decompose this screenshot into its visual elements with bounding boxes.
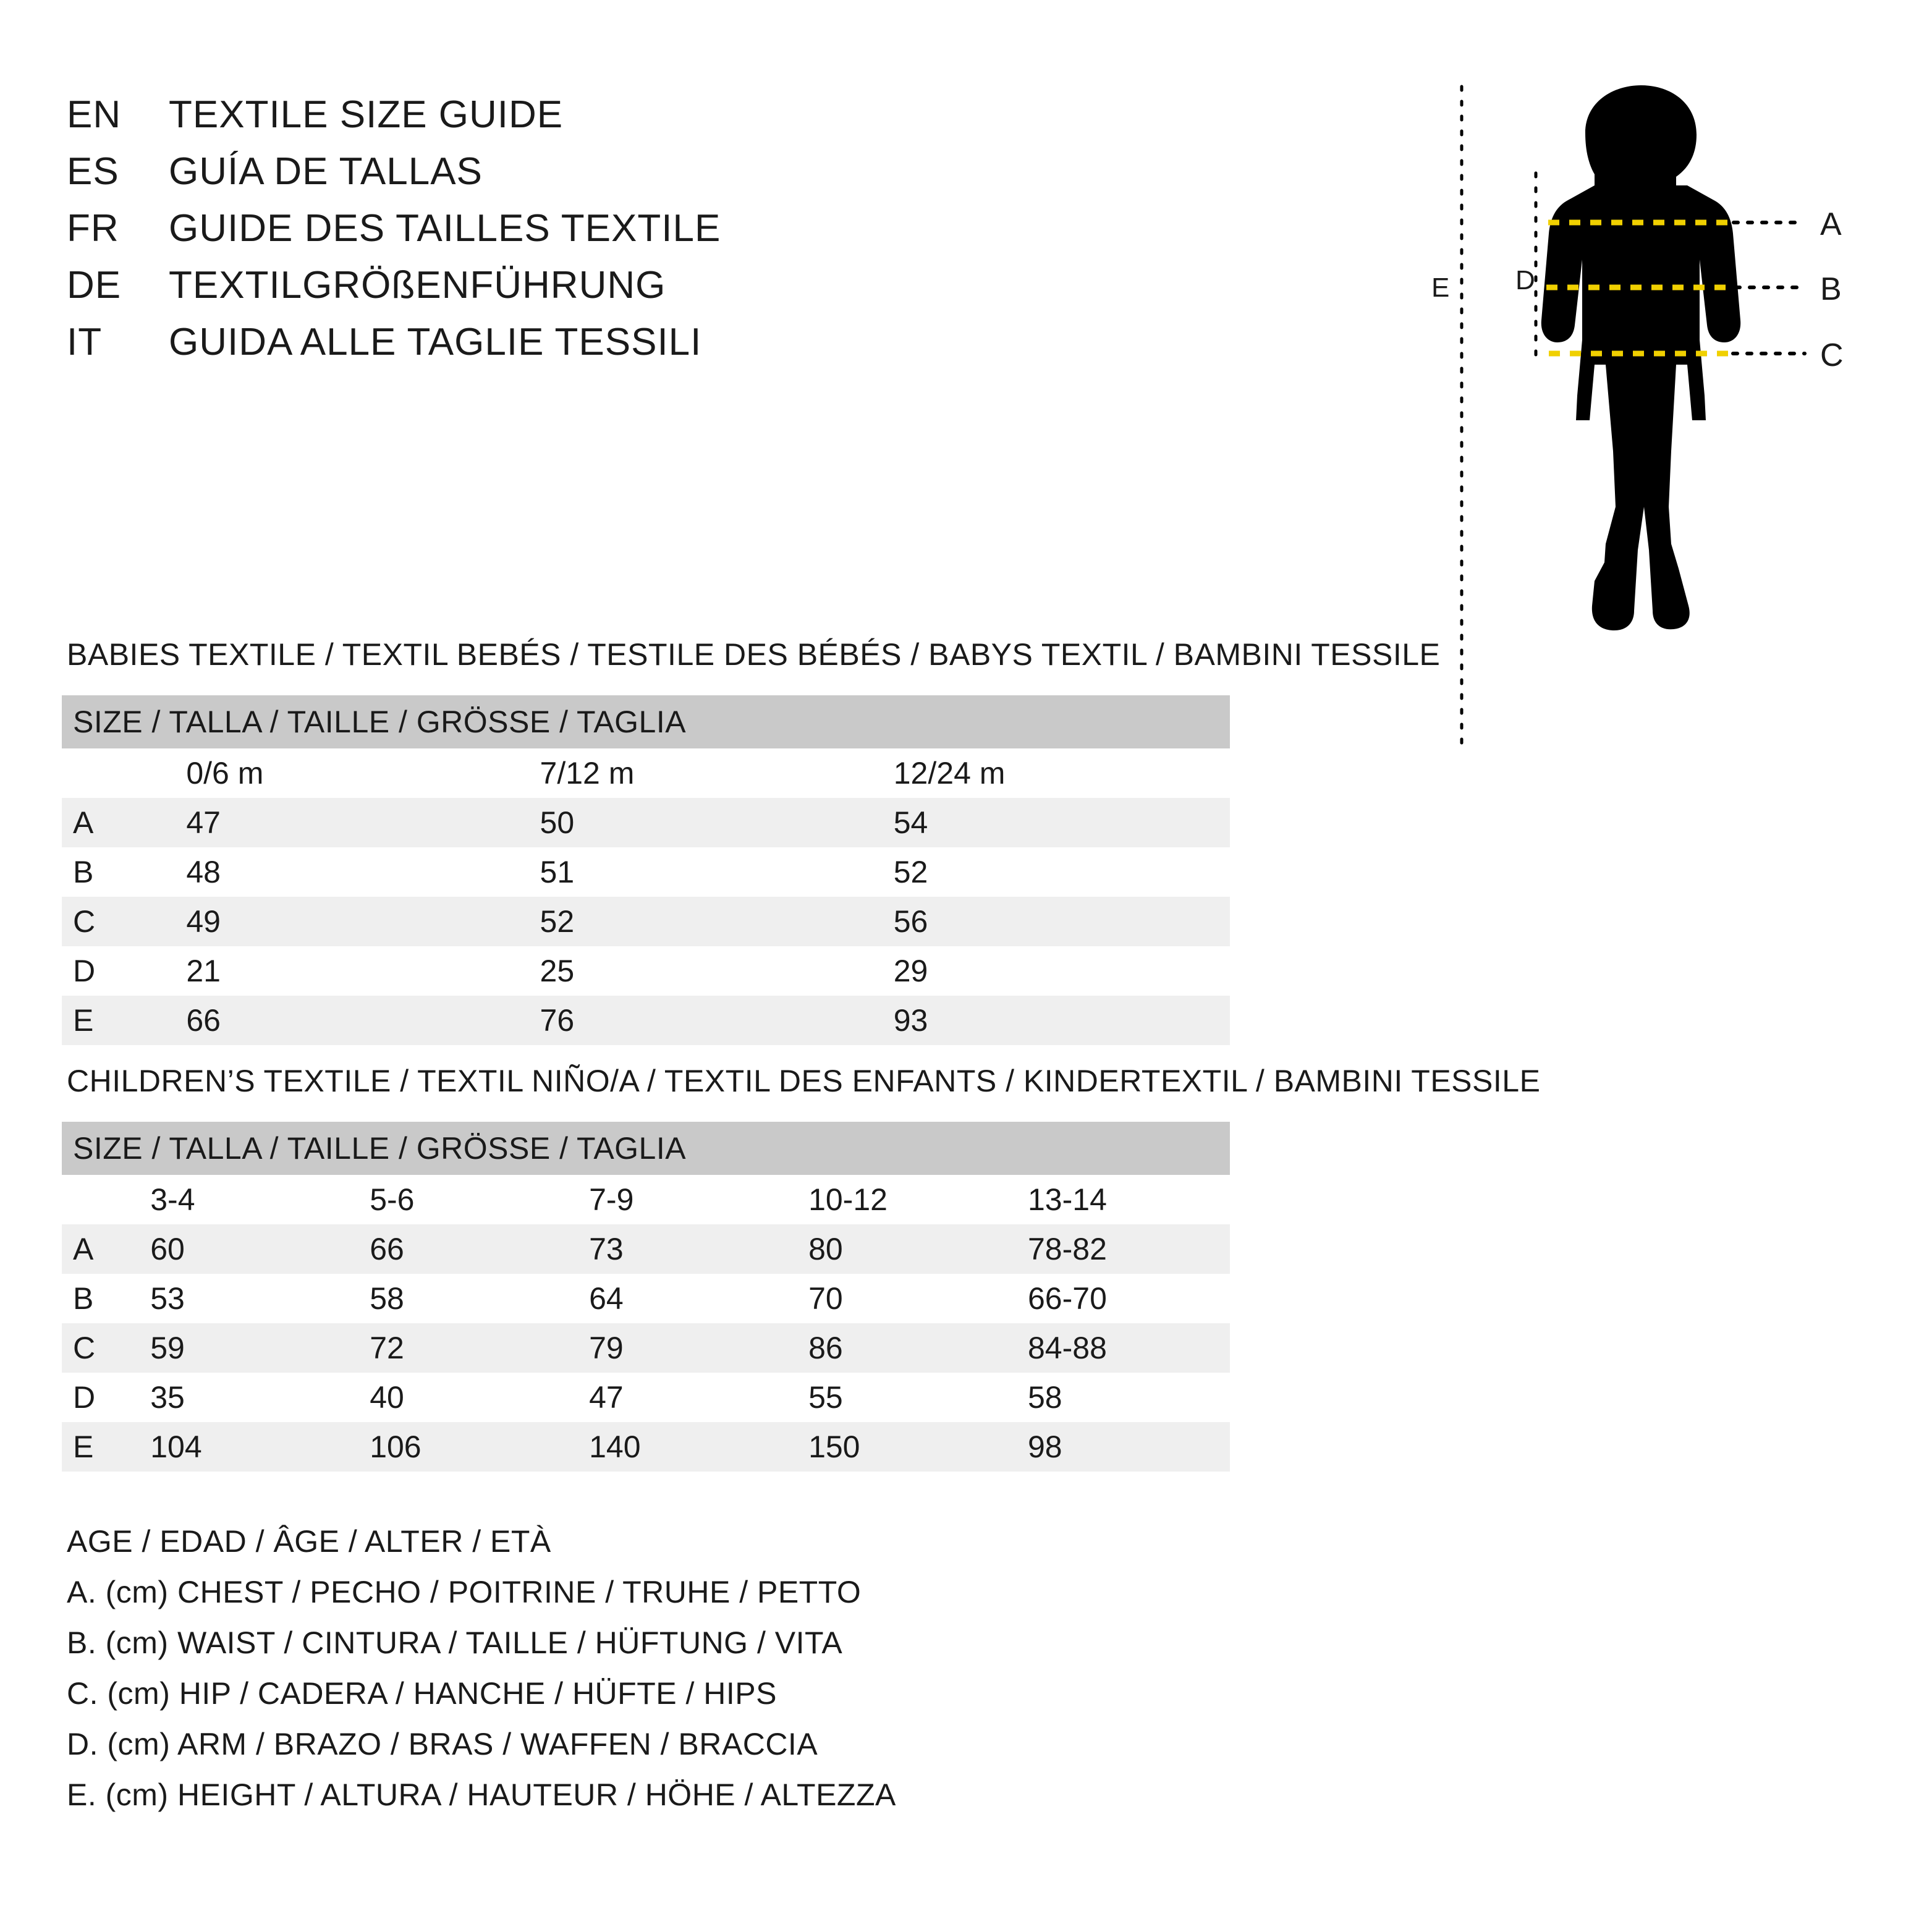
table-row bbox=[62, 1373, 1230, 1422]
measurement-legend bbox=[67, 1523, 1426, 1828]
babies-cell-a-0: 47 bbox=[169, 798, 522, 847]
children-column-3: 10-12 bbox=[791, 1175, 1010, 1224]
table-header-row bbox=[62, 1122, 1230, 1175]
language-title-es: GUÍA DE TALLAS bbox=[169, 150, 483, 193]
children-cell-a-3: 80 bbox=[791, 1224, 1010, 1274]
babies-section-title: BABIES TEXTILE / TEXTIL BEBÉS / TESTILE DES BÉBÉS / BABYS TEXTIL / BAMBINI TESSILE bbox=[67, 637, 1441, 672]
language-title-en: TEXTILE SIZE GUIDE bbox=[169, 93, 564, 136]
babies-cell-c-2: 56 bbox=[876, 897, 1230, 946]
table-row bbox=[62, 946, 1230, 996]
figure-label-c: C bbox=[1820, 337, 1844, 373]
language-code-en: EN bbox=[67, 93, 122, 136]
figure-label-d: D bbox=[1515, 265, 1535, 295]
child-silhouette bbox=[1541, 85, 1740, 630]
children-cell-a-0: 60 bbox=[133, 1224, 352, 1274]
babies-row-label-e: E bbox=[62, 996, 169, 1045]
table-row bbox=[62, 1224, 1230, 1274]
babies-cell-e-1: 76 bbox=[523, 996, 876, 1045]
babies-cell-c-0: 49 bbox=[169, 897, 522, 946]
children-column-1: 5-6 bbox=[352, 1175, 572, 1224]
babies-column-2: 12/24 m bbox=[876, 748, 1230, 798]
children-corner-cell bbox=[62, 1175, 133, 1224]
babies-cell-d-2: 29 bbox=[876, 946, 1230, 996]
babies-cell-e-2: 93 bbox=[876, 996, 1230, 1045]
babies-row-label-c: C bbox=[62, 897, 169, 946]
figure-label-a: A bbox=[1820, 206, 1842, 242]
babies-column-1: 7/12 m bbox=[523, 748, 876, 798]
children-cell-e-0: 104 bbox=[133, 1422, 352, 1472]
legend-line-e-height: E. (cm) HEIGHT / ALTURA / HAUTEUR / HÖHE / ALTEZZA bbox=[67, 1777, 896, 1812]
table-row bbox=[62, 996, 1230, 1045]
children-row-label-c: C bbox=[62, 1323, 133, 1373]
children-cell-e-1: 106 bbox=[352, 1422, 572, 1472]
children-cell-d-4: 58 bbox=[1010, 1373, 1230, 1422]
legend-line-d-arm: D. (cm) ARM / BRAZO / BRAS / WAFFEN / BRACCIA bbox=[67, 1727, 818, 1761]
children-row-label-d: D bbox=[62, 1373, 133, 1422]
figure-label-b: B bbox=[1820, 271, 1842, 307]
children-cell-c-2: 79 bbox=[572, 1323, 791, 1373]
language-row-it bbox=[67, 320, 1241, 377]
language-row-de bbox=[67, 263, 1241, 320]
children-cell-d-1: 40 bbox=[352, 1373, 572, 1422]
children-cell-d-3: 55 bbox=[791, 1373, 1010, 1422]
table-row bbox=[62, 1422, 1230, 1472]
babies-cell-e-0: 66 bbox=[169, 996, 522, 1045]
table-row bbox=[62, 1323, 1230, 1373]
children-section-title: CHILDREN’S TEXTILE / TEXTIL NIÑO/A / TEXTIL DES ENFANTS / KINDERTEXTIL / BAMBINI TESSILE bbox=[67, 1064, 1541, 1098]
language-row-en bbox=[67, 93, 1241, 150]
babies-cell-c-1: 52 bbox=[523, 897, 876, 946]
children-cell-b-1: 58 bbox=[352, 1274, 572, 1323]
legend-line-b-waist: B. (cm) WAIST / CINTURA / TAILLE / HÜFTUNG / VITA bbox=[67, 1625, 843, 1660]
children-column-header-row bbox=[62, 1175, 1230, 1224]
children-row-label-a: A bbox=[62, 1224, 133, 1274]
table-row bbox=[62, 897, 1230, 946]
children-column-0: 3-4 bbox=[133, 1175, 352, 1224]
language-code-es: ES bbox=[67, 150, 119, 193]
table-row bbox=[62, 1274, 1230, 1323]
children-cell-c-0: 59 bbox=[133, 1323, 352, 1373]
children-table-header: SIZE / TALLA / TAILLE / GRÖSSE / TAGLIA bbox=[62, 1122, 1230, 1175]
children-cell-e-4: 98 bbox=[1010, 1422, 1230, 1472]
language-code-de: DE bbox=[67, 264, 122, 307]
language-title-block bbox=[67, 93, 1241, 377]
children-cell-a-1: 66 bbox=[352, 1224, 572, 1274]
babies-row-label-a: A bbox=[62, 798, 169, 847]
babies-row-label-d: D bbox=[62, 946, 169, 996]
children-column-2: 7-9 bbox=[572, 1175, 791, 1224]
legend-line-a-chest: A. (cm) CHEST / PECHO / POITRINE / TRUHE / PETTO bbox=[67, 1575, 862, 1609]
babies-corner-cell bbox=[62, 748, 169, 798]
babies-cell-d-0: 21 bbox=[169, 946, 522, 996]
children-cell-a-4: 78-82 bbox=[1010, 1224, 1230, 1274]
children-cell-c-4: 84-88 bbox=[1010, 1323, 1230, 1373]
children-column-4: 13-14 bbox=[1010, 1175, 1230, 1224]
children-cell-c-1: 72 bbox=[352, 1323, 572, 1373]
children-row-label-b: B bbox=[62, 1274, 133, 1323]
language-title-de: TEXTILGRÖßENFÜHRUNG bbox=[169, 264, 666, 307]
table-row bbox=[62, 798, 1230, 847]
babies-cell-d-1: 25 bbox=[523, 946, 876, 996]
language-code-it: IT bbox=[67, 321, 103, 363]
babies-column-header-row bbox=[62, 748, 1230, 798]
language-title-it: GUIDA ALLE TAGLIE TESSILI bbox=[169, 321, 702, 363]
babies-cell-b-2: 52 bbox=[876, 847, 1230, 897]
babies-cell-b-0: 48 bbox=[169, 847, 522, 897]
legend-line-age: AGE / EDAD / ÂGE / ALTER / ETÀ bbox=[67, 1524, 551, 1559]
language-title-fr: GUIDE DES TAILLES TEXTILE bbox=[169, 207, 721, 250]
children-cell-d-2: 47 bbox=[572, 1373, 791, 1422]
measurement-figure bbox=[1409, 74, 1904, 791]
children-row-label-e: E bbox=[62, 1422, 133, 1472]
babies-cell-b-1: 51 bbox=[523, 847, 876, 897]
language-row-es bbox=[67, 150, 1241, 206]
children-cell-c-3: 86 bbox=[791, 1323, 1010, 1373]
children-cell-e-2: 140 bbox=[572, 1422, 791, 1472]
babies-size-table bbox=[62, 695, 1230, 1045]
babies-row-label-b: B bbox=[62, 847, 169, 897]
babies-table-header: SIZE / TALLA / TAILLE / GRÖSSE / TAGLIA bbox=[62, 695, 1230, 748]
children-cell-b-2: 64 bbox=[572, 1274, 791, 1323]
table-header-row bbox=[62, 695, 1230, 748]
children-cell-a-2: 73 bbox=[572, 1224, 791, 1274]
babies-column-0: 0/6 m bbox=[169, 748, 522, 798]
figure-label-e: E bbox=[1431, 273, 1450, 303]
children-cell-e-3: 150 bbox=[791, 1422, 1010, 1472]
table-row bbox=[62, 847, 1230, 897]
children-cell-b-0: 53 bbox=[133, 1274, 352, 1323]
babies-cell-a-1: 50 bbox=[523, 798, 876, 847]
legend-line-c-hip: C. (cm) HIP / CADERA / HANCHE / HÜFTE / HIPS bbox=[67, 1676, 777, 1711]
children-cell-d-0: 35 bbox=[133, 1373, 352, 1422]
children-size-table bbox=[62, 1122, 1230, 1472]
language-code-fr: FR bbox=[67, 207, 119, 250]
children-cell-b-4: 66-70 bbox=[1010, 1274, 1230, 1323]
children-cell-b-3: 70 bbox=[791, 1274, 1010, 1323]
babies-cell-a-2: 54 bbox=[876, 798, 1230, 847]
language-row-fr bbox=[67, 206, 1241, 263]
